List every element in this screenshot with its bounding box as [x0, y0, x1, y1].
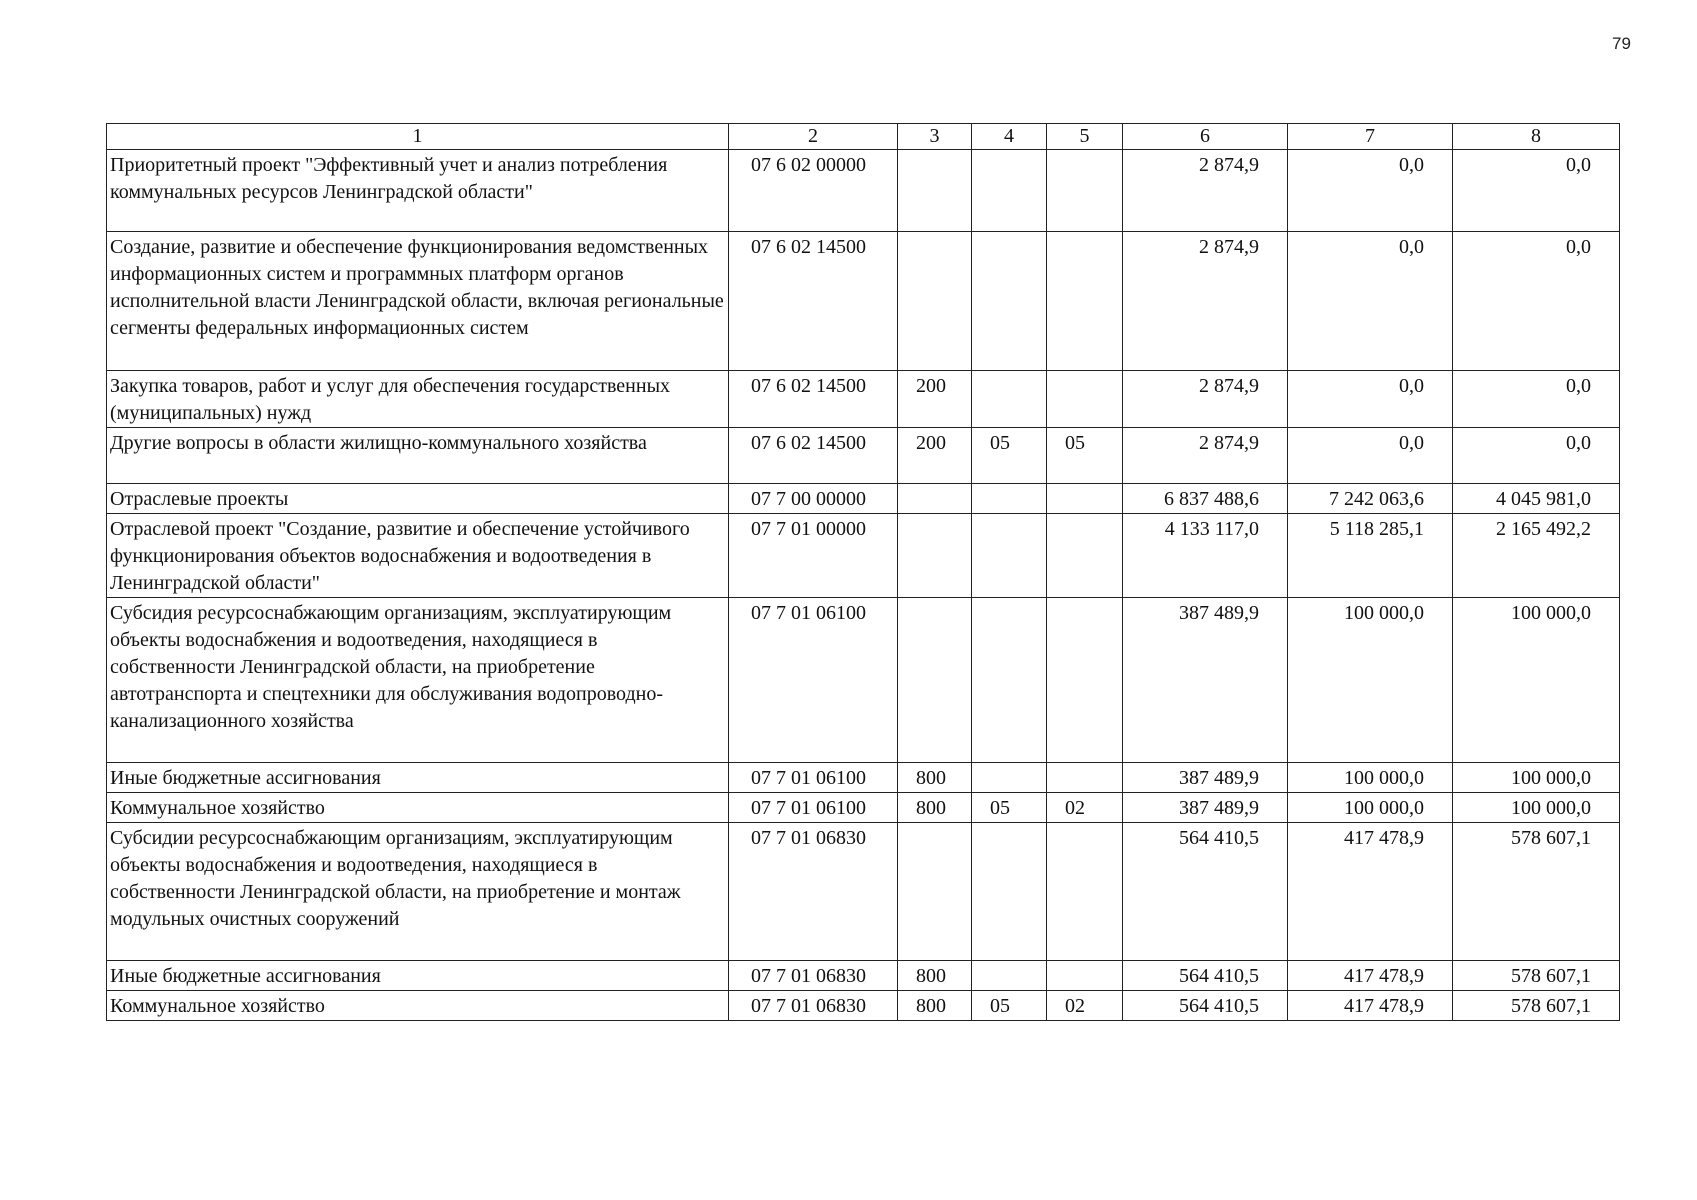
- column-header: 2: [729, 124, 898, 150]
- row-value-8: 100 000,0: [1453, 763, 1620, 793]
- row-subsection: [1047, 514, 1123, 598]
- row-subsection: 02: [1047, 991, 1123, 1021]
- row-value-7: 100 000,0: [1288, 598, 1453, 763]
- row-value-8: 578 607,1: [1453, 961, 1620, 991]
- row-subsection: [1047, 598, 1123, 763]
- row-code: 07 7 00 00000: [729, 484, 898, 514]
- row-expense-type: 800: [898, 961, 972, 991]
- row-value-8: 0,0: [1453, 150, 1620, 232]
- row-value-7: 7 242 063,6: [1288, 484, 1453, 514]
- table-row: [107, 823, 1620, 961]
- row-section: [972, 514, 1047, 598]
- row-value-6: 564 410,5: [1123, 991, 1288, 1021]
- row-value-6: 6 837 488,6: [1123, 484, 1288, 514]
- row-name: Отраслевые проекты: [107, 484, 729, 514]
- row-value-6: 564 410,5: [1123, 823, 1288, 961]
- row-expense-type: 800: [898, 763, 972, 793]
- row-expense-type: 800: [898, 991, 972, 1021]
- column-header: 5: [1047, 124, 1123, 150]
- row-value-6: 387 489,9: [1123, 598, 1288, 763]
- row-value-6: 2 874,9: [1123, 232, 1288, 371]
- row-expense-type: 800: [898, 793, 972, 823]
- row-section: 05: [972, 991, 1047, 1021]
- column-header: 4: [972, 124, 1047, 150]
- row-value-7: 100 000,0: [1288, 763, 1453, 793]
- row-value-7: 5 118 285,1: [1288, 514, 1453, 598]
- row-subsection: [1047, 961, 1123, 991]
- row-name: Субсидия ресурсоснабжающим организациям, эксплуатирующим объекты водоснабжения и водоотведения, находящиеся в собственности Ленинградской области, на приобретение автотранспорта и спецтехники для обслуживания водопроводно-канализационного хозяйства: [107, 598, 729, 763]
- row-expense-type: 200: [898, 371, 972, 428]
- row-code: 07 7 01 06100: [729, 598, 898, 763]
- row-subsection: 02: [1047, 793, 1123, 823]
- row-section: 05: [972, 428, 1047, 484]
- table-row: [107, 763, 1620, 793]
- row-value-6: 2 874,9: [1123, 371, 1288, 428]
- row-expense-type: 200: [898, 428, 972, 484]
- row-section: 05: [972, 793, 1047, 823]
- row-value-6: 387 489,9: [1123, 763, 1288, 793]
- row-name: Приоритетный проект "Эффективный учет и анализ потребления коммунальных ресурсов Ленинградской области": [107, 150, 729, 232]
- table-row: [107, 991, 1620, 1021]
- row-expense-type: [898, 598, 972, 763]
- row-name: Субсидии ресурсоснабжающим организациям, эксплуатирующим объекты водоснабжения и водоотведения, находящиеся в собственности Ленинградской области, на приобретение и монтаж модульных очистных сооружений: [107, 823, 729, 961]
- table-row: [107, 484, 1620, 514]
- table-row: [107, 598, 1620, 763]
- column-number-row: [107, 124, 1620, 150]
- row-value-8: 0,0: [1453, 371, 1620, 428]
- table-row: [107, 961, 1620, 991]
- row-expense-type: [898, 232, 972, 371]
- row-name: Коммунальное хозяйство: [107, 991, 729, 1021]
- row-subsection: [1047, 150, 1123, 232]
- row-name: Иные бюджетные ассигнования: [107, 961, 729, 991]
- column-header: 3: [898, 124, 972, 150]
- row-value-6: 564 410,5: [1123, 961, 1288, 991]
- row-value-7: 100 000,0: [1288, 793, 1453, 823]
- row-name: Отраслевой проект "Создание, развитие и обеспечение устойчивого функционирования объектов водоснабжения и водоотведения в Ленинградской области": [107, 514, 729, 598]
- row-value-8: 578 607,1: [1453, 991, 1620, 1021]
- row-value-6: 2 874,9: [1123, 150, 1288, 232]
- row-value-6: 387 489,9: [1123, 793, 1288, 823]
- row-value-7: 0,0: [1288, 150, 1453, 232]
- row-section: [972, 598, 1047, 763]
- row-name: Иные бюджетные ассигнования: [107, 763, 729, 793]
- row-value-7: 0,0: [1288, 428, 1453, 484]
- row-value-7: 0,0: [1288, 371, 1453, 428]
- row-subsection: [1047, 232, 1123, 371]
- row-name: Другие вопросы в области жилищно-коммунального хозяйства: [107, 428, 729, 484]
- column-header: 7: [1288, 124, 1453, 150]
- row-section: [972, 150, 1047, 232]
- row-code: 07 6 02 00000: [729, 150, 898, 232]
- row-value-8: 2 165 492,2: [1453, 514, 1620, 598]
- column-header: 1: [107, 124, 729, 150]
- row-subsection: [1047, 823, 1123, 961]
- row-section: [972, 823, 1047, 961]
- table-row: [107, 150, 1620, 232]
- page-number: 79: [1612, 34, 1631, 53]
- table-row: [107, 232, 1620, 371]
- row-value-7: 417 478,9: [1288, 823, 1453, 961]
- row-value-8: 578 607,1: [1453, 823, 1620, 961]
- row-value-7: 0,0: [1288, 232, 1453, 371]
- row-name: Закупка товаров, работ и услуг для обеспечения государственных (муниципальных) нужд: [107, 371, 729, 428]
- row-expense-type: [898, 823, 972, 961]
- row-subsection: [1047, 484, 1123, 514]
- row-code: 07 7 01 06830: [729, 961, 898, 991]
- row-value-8: 100 000,0: [1453, 598, 1620, 763]
- row-subsection: 05: [1047, 428, 1123, 484]
- table-row: [107, 514, 1620, 598]
- row-value-8: 0,0: [1453, 232, 1620, 371]
- row-value-8: 0,0: [1453, 428, 1620, 484]
- table-row: [107, 793, 1620, 823]
- column-header: 6: [1123, 124, 1288, 150]
- row-value-6: 2 874,9: [1123, 428, 1288, 484]
- row-subsection: [1047, 371, 1123, 428]
- row-expense-type: [898, 150, 972, 232]
- row-expense-type: [898, 484, 972, 514]
- row-code: 07 6 02 14500: [729, 428, 898, 484]
- column-header: 8: [1453, 124, 1620, 150]
- row-section: [972, 371, 1047, 428]
- row-code: 07 7 01 06100: [729, 763, 898, 793]
- row-value-7: 417 478,9: [1288, 991, 1453, 1021]
- table-row: [107, 428, 1620, 484]
- table-row: [107, 371, 1620, 428]
- row-section: [972, 763, 1047, 793]
- row-code: 07 7 01 06830: [729, 823, 898, 961]
- row-section: [972, 484, 1047, 514]
- row-value-7: 417 478,9: [1288, 961, 1453, 991]
- row-name: Создание, развитие и обеспечение функционирования ведомственных информационных систем и программных платформ органов исполнительной власти Ленинградской области, включая региональные сегменты федеральных информационных систем: [107, 232, 729, 371]
- row-code: 07 6 02 14500: [729, 371, 898, 428]
- row-section: [972, 961, 1047, 991]
- table-body: [107, 124, 1620, 1021]
- row-section: [972, 232, 1047, 371]
- row-subsection: [1047, 763, 1123, 793]
- row-code: 07 6 02 14500: [729, 232, 898, 371]
- row-expense-type: [898, 514, 972, 598]
- row-code: 07 7 01 06100: [729, 793, 898, 823]
- row-name: Коммунальное хозяйство: [107, 793, 729, 823]
- row-value-6: 4 133 117,0: [1123, 514, 1288, 598]
- row-code: 07 7 01 06830: [729, 991, 898, 1021]
- budget-table: [106, 123, 1620, 1021]
- row-code: 07 7 01 00000: [729, 514, 898, 598]
- row-value-8: 100 000,0: [1453, 793, 1620, 823]
- row-value-8: 4 045 981,0: [1453, 484, 1620, 514]
